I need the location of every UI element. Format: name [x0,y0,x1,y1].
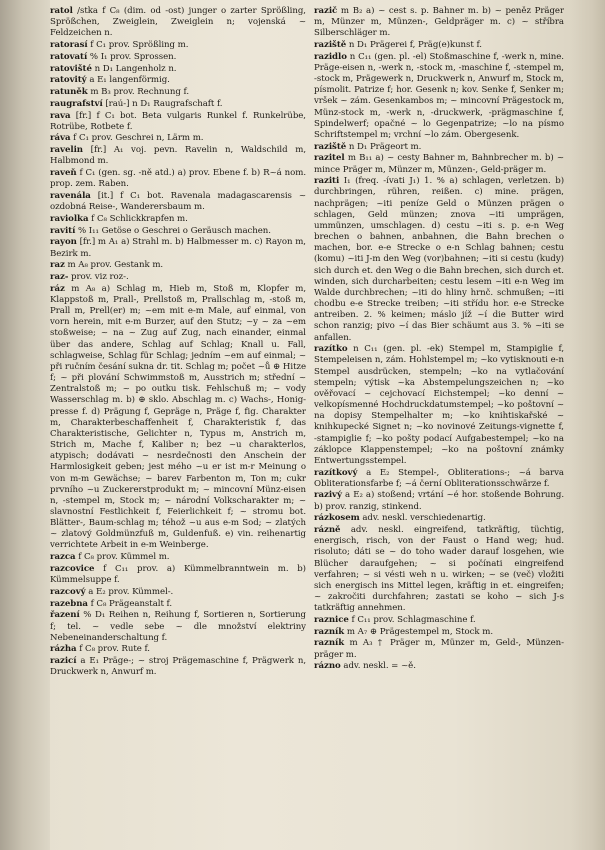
dictionary-entry [50,111,306,133]
entry-definition: a E₂ a) stoßend; vrtání ~é hor. stoßende Bohrung. b) prov. ranzig, stinkend. [314,490,564,512]
dictionary-entry [50,587,306,598]
dictionary-entry [50,237,306,259]
dictionary-entry [50,552,306,563]
dictionary-entry [314,513,564,524]
dictionary-entry [314,661,564,672]
entry-definition: m A₃ † Präger m, Münzer m, Geld-, Münzen-präger m. [314,638,564,660]
entry-definition: adv. neskl. verschiedenartig. [362,513,486,524]
dictionary-entry [314,525,564,614]
dictionary-entry [314,142,564,153]
entry-headword: raziště [314,40,347,51]
entry-headword: razca [50,552,76,563]
entry-headword: razebna [50,598,88,609]
dictionary-entry [50,145,306,167]
dictionary-entry [50,272,306,283]
entry-headword: raziti [314,176,340,187]
entry-definition: m B₂ a) ~ cest s. p. Bahner m. b) ~ peněz Präger m, Münzer m, Münzen-, Geldpräger m. c) ~ stříbra Silberschläger m. [314,6,564,39]
entry-headword: ratol [50,6,73,16]
dictionary-entry [50,99,306,110]
entry-headword: raznice [314,614,349,625]
right-column [314,6,564,846]
entry-definition: m B₃ prov. Rechnung f. [90,87,190,98]
entry-definition: f C₈ Prägeanstalt f. [90,598,173,609]
entry-headword: razidlo [314,51,347,62]
entry-headword: rava [50,110,71,121]
entry-headword: raugrafství [50,98,103,109]
entry-headword: raz- [50,272,69,283]
dictionary-entry [50,610,306,643]
dictionary-entry [314,153,564,175]
entry-definition: f C₁ prov. Sprößling m. [90,40,189,51]
entry-headword: raz [50,260,65,271]
entry-definition: f C₁₁ prov. Schlagmaschine f. [351,614,476,625]
entry-definition: [it.] f C₁ bot. Ravenala madagascarensis ~ ozdobná Reise-, Wanderersbaum m. [50,191,306,213]
entry-definition: m B₁₁ a) ~ cesty Bahner m, Bahnbrecher m. b) ~ mince Präger m, Münzer m, Münzen-, Geld-präger m. [314,153,564,175]
entry-definition: f C₈ prov. Rute f. [79,644,150,655]
entry-definition: a E₂ Stempel-, Obliterations-; ~á barva Obliterationsfarbe f; ~á černí Obliterationsschwärze f. [314,467,564,489]
entry-definition: f C₁₁ prov. a) Kümmelbranntwein m. b) Kümmelsuppe f. [50,563,306,586]
entry-definition: m A₈ prov. Gestank m. [67,260,164,271]
entry-headword: ravenála [50,191,91,202]
entry-headword: řazení [50,610,80,621]
entry-definition: f C₈ prov. Kümmel m. [78,552,170,563]
dictionary-entry [50,599,306,610]
dictionary-entry [50,87,306,98]
entry-headword: ratovatí [50,51,88,62]
entry-definition: n C₁₁ (gen. pl. -el) Stoßmaschine f, -werk n, mine. Präge-eisen n, -werk n, -stock m, -maschine f, -stempel m, -stock m, Prägewerk n, Druckwerk n, Anwurf m, Stock m, písmolit. Patrize f; hor. Gesenk n; kov. Senke f, Senker m; vršek ~ zám. Gesenkambos m; ~ mincovní Prägestock m, Münz-stock m, -werk n, -druckwerk, -prägmaschine f, Spindelwerf; opačné ~ lo Gegenpatrize; ~lo na písmo Schriftstempel m; vrchní ~lo zám. Obergesenk. [314,51,564,140]
page-gutter-shadow [0,0,50,850]
dictionary-entry [50,64,306,75]
dictionary-entry [50,284,306,552]
entry-headword: razcovice [50,563,95,574]
dictionary-entry [314,52,564,141]
entry-definition: a E₁ Präge-; ~ stroj Prägemaschine f, Prägwerk n, Druckwerk n, Anwurf m. [50,656,306,678]
page-edge-shadow [571,0,605,850]
dictionary-entry [314,638,564,660]
entry-headword: ratovitý [50,75,87,86]
entry-definition: f C₁ prov. Geschrei n, Lärm m. [73,133,204,144]
dictionary-entry [50,226,306,237]
entry-definition: f C₁ (gen. sg. -ně atd.) a) prov. Ebene f. b) R~á nom. prop. zem. Raben. [50,168,306,190]
entry-headword: razítko [314,344,348,355]
dictionary-entry [314,615,564,626]
entry-definition: adv. neskl. = ~ě. [343,661,416,672]
entry-definition: % D₁ Reihen n, Reihung f, Sortieren n, Sortierung f; tel. ~ vedle sebe ~ dle množství elektriny Nebeneinanderschaltung f. [50,610,306,643]
dictionary-entry [314,627,564,638]
entry-definition: % I₁ prov. Sprossen. [89,51,177,62]
entry-definition: n D₁ Prägerei f, Präg(e)kunst f. [348,40,482,51]
entry-headword: raziště [314,141,347,152]
entry-headword: rázha [50,644,77,655]
entry-headword: razcový [50,586,86,597]
entry-definition: a E₂ prov. Kümmel-. [88,586,174,597]
entry-headword: razivý [314,490,342,501]
entry-headword: razicí [50,656,77,667]
dictionary-entry [314,40,564,51]
dictionary-entry [50,52,306,63]
dictionary-entry [50,260,306,271]
entry-definition: adv. neskl. eingreifend, tatkräftig, tüchtig, energisch, risch, von der Faust o Hand weg; hud. risoluto; dáti se ~ do toho wader darauf losgehen, wie Blücher daraufgehen; ~ si počínati eingreifend verfahren; ~ si vésti weh n u. wirken; ~ se (več) vložiti sich energisch ins Mittel legen, kräftig in et. eingreifen; ~ zakročiti durchfahren; zastati se koho ~ sich J-s tatkräftig annehmen. [314,525,564,614]
dictionary-entry [314,468,564,490]
dictionary-entry [50,644,306,655]
entry-headword: raveň [50,168,77,179]
entry-headword: ratorasí [50,40,88,51]
entry-headword: ratovišté [50,63,92,74]
entry-headword: rázno [314,661,341,672]
entry-headword: rayon [50,237,77,248]
dictionary-entry [50,40,306,51]
entry-headword: raviolka [50,213,89,224]
entry-definition: [fr.] A₁ voj. pevn. Ravelin n, Waldschild m, Halbmond m. [50,145,306,167]
dictionary-entry [314,176,564,343]
entry-headword: ravití [50,225,76,236]
entry-definition: a E₁ langenförmig. [89,75,170,86]
entry-definition: n D₁ Prägeort m. [348,141,422,152]
left-column [50,6,306,846]
entry-headword: ráva [50,133,71,144]
entry-definition: /stka f C₈ (dim. od -ost) junger o zarter Sprößling, Sprößchen, Zweiglein, Zweiglein n; vojenská ~ Feldzeichen n. [50,6,306,39]
entry-definition: n C₁₁ (gen. pl. -ek) Stempel m, Stampiglie f, Stempeleisen n, zám. Hohlstempel m; ~ko vytisknouti e-n Stempel ausdrücken, stempeln; ~ko na vytlačování stempeln; výtisk ~ka Abstempelungszeichen n; ~ko ověřovací ~ cejchovací Eichstempel; ~ko denní ~ velkopísmenné Hochdruckdatumstempel; ~ko poštovní ~ na dopisy Stempelhalter m; ~ko knihtiskařské ~ knihkupecké Signet n; ~ko novinové Zeitungs-vignette f, -stampiglie f; ~ko pošty podací Aufgabestempel; ~ko na záklopce Klappenstempel; ~ko na poštovní známky Entwertungsstempel. [314,344,564,466]
entry-headword: ráz [50,283,65,294]
entry-definition: % I₁₁ Getöse o Geschrei o Geräusch machen. [77,225,271,236]
dictionary-entry [50,6,306,39]
entry-headword: razítkový [314,467,358,478]
entry-definition: f C₈ Schlickkrapfen m. [91,213,188,224]
dictionary-entry [50,168,306,190]
dictionary-entry [314,6,564,39]
entry-definition: I₁ (freq. -ívati J₁) 1. % a) schlagen, verletzen. b) durchbringen, rühren, reißen. c) mine. prägen, nachprägen; ~iti peníze Geld o Münzen prägen o schlagen, Geld münzen; znova ~iti umprägen, ummünzen, umschlagen. d) cestu ~iti s. p. e-n Weg brechen o bahnen, anbahnen, die Bahn brechen o machen, bor. e-e Strecke o e-n Schlag bahnen; cestu (komu) ~iti J-m den Weg (vor)bahnen; ~iti si cestu (kudy) sich durch et. den Weg o die Bahn brechen, sich durch et. winden, sich durcharbeiten; cestu lesem ~iti e-n Weg im Walde durchbrechen; ~iti do hliny hrnč. schmußen; ~iti chodbu e-e Strecke treiben; ~iti střídu hor. e-e Strecke antreiben. 2. % keimen; máslo jíž ~í die Butter wird schon ranzig; pivo ~í das Bier schäumt aus 3. % ~iti se anfallen. [314,176,564,343]
entry-definition: prov. viz roz-. [71,272,129,283]
entry-headword: razník [314,638,345,649]
entry-headword: rázně [314,525,341,536]
entry-headword: ravelin [50,145,83,156]
entry-definition: m A₈ a) Schlag m, Hieb m, Stoß m, Klopfer m, Klappstoß m, Prall-, Prellstoß m, Prallschlag m, -stoß m, Prall m, Prell(er) m; ~em mit e-m Male, auf einmal, von vorn herein, mit e-m Burzer, auf den Stutz; ~y ~ za ~em stoßweise; ~ na ~ Zug auf Zug, nach einander, einmal über das andere, Schlag auf Schlag; Knall u. Fall, schlagweise, Schlag für Schlag; jedním ~em auf einmal; ~ při ručním česání sukna dr. tit. Schlag m; počet ~ů ⊕ Hitze f; ~ při plování Schwimmstoß m, Ausstrich m; střední ~ Zentralstoß m; ~ po outku tisk. Fehlschuß m; ~ vody Wasserschlag m. b) ⊕ sklo. Abschlag m. c) Wachs-, Honig-presse f. d) Prägung f, Gepräge n, Präge f, fig. Charakter m, Charakterbeschaffenheit f, Charakteristik f, das Charakteristische, Gelichter n, Typus m, Anstrich m, Strich m, Mache f, Kaliber n; bez ~u charakterlos, atypisch; dodávati ~ nesrdečnosti den Anschein der Harmlosigkeit geben; jest mého ~u er ist m-r Meinung o von m-m Gewächse; ~ barev Farbenton m, Ton m; cukr prvního ~u Zuckererstprodukt m; ~ mincovní Münz-eisen n, -stempel m, Stock m; ~ národní Volkscharakter m; ~ slavnostní Festlichkeit f, Feierlichkeit f; ~ stromu bot. Blätter-, Baum-schlag m; téhož ~u aus e-m Sod; ~ zlatých ~ zlatový Goldmünzfuß m, Guldenfuß. e) vin. reihenartig verrichtete Arbeit in e-m Weinberge. [50,283,306,551]
dictionary-entry [50,191,306,213]
dictionary-entry [50,214,306,225]
entry-headword: ratuněk [50,87,88,98]
entry-headword: razník [314,626,345,637]
entry-definition: [raú-] n D₁ Raugrafschaft f. [105,98,223,109]
entry-definition: [fr.] f C₁ bot. Beta vulgaris Runkel f. Runkelrübe, Rotrübe, Rotbete f. [50,110,306,132]
entry-definition: n D₁ Langenholz n. [94,63,177,74]
dictionary-entry [50,656,306,678]
dictionary-entry [50,564,306,586]
entry-definition: m A₇ ⊕ Prägestempel m, Stock m. [346,626,494,637]
entry-headword: razič [314,6,338,16]
entry-headword: razitel [314,153,345,164]
entry-definition: [fr.] m A₁ a) Strahl m. b) Halbmesser m. c) Rayon m, Bezirk m. [50,237,306,259]
dictionary-entry [50,133,306,144]
dictionary-entry [314,490,564,512]
dictionary-entry [50,75,306,86]
dictionary-entry [314,344,564,467]
entry-headword: rázkosem [314,513,360,524]
